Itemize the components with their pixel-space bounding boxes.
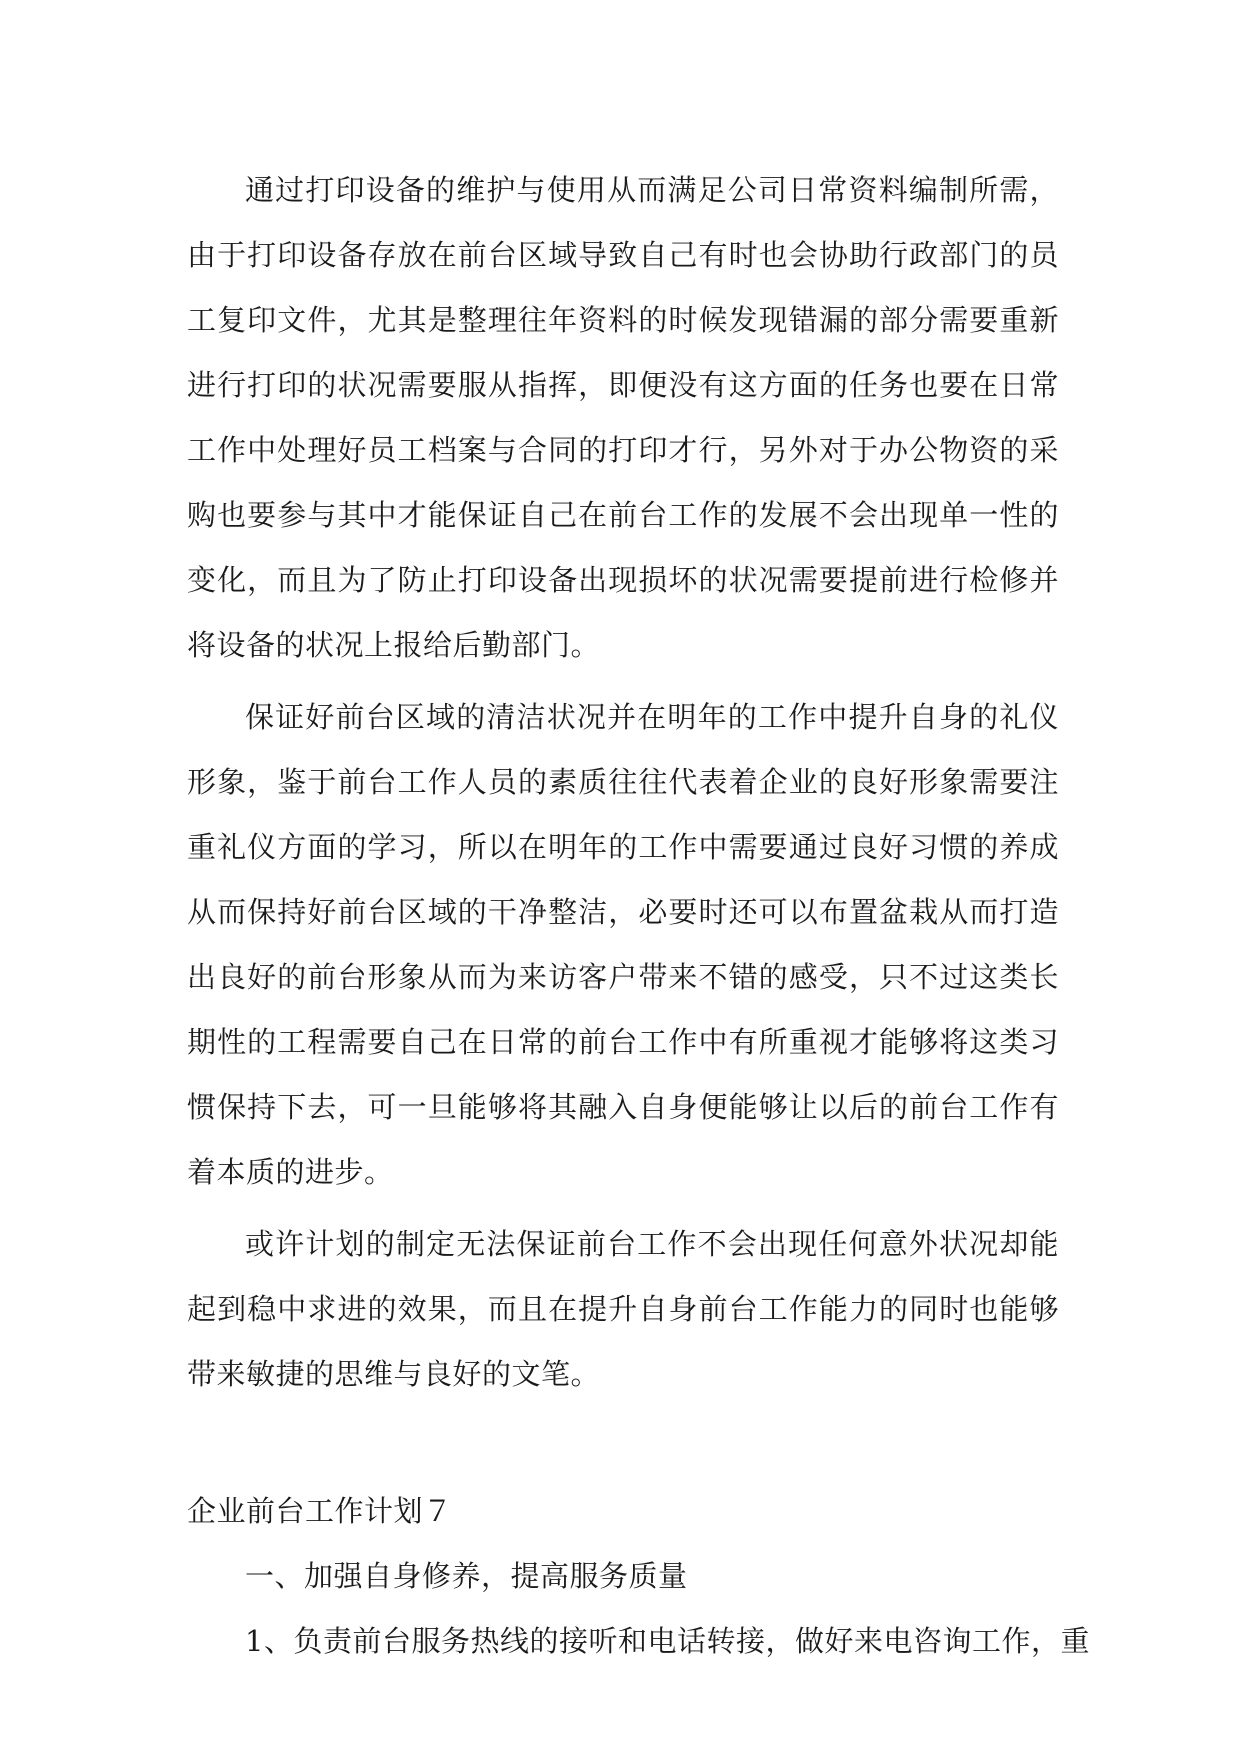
section-title: 企业前台工作计划７ bbox=[187, 1494, 453, 1528]
list-item-hotline: 1、负责前台服务热线的接听和电话转接，做好来电咨询工作，重 bbox=[245, 1624, 1090, 1658]
paragraph-plan-conclusion: 或许计划的制定无法保证前台工作不会出现任何意外状况却能起到稳中求进的效果，而且在提升自身前台工作能力的同时也能够带来敏捷的思维与良好的文笔。 bbox=[187, 1227, 1059, 1391]
subheading-self-cultivation: 一、加强自身修养，提高服务质量 bbox=[245, 1559, 688, 1593]
paragraph-front-desk-cleanliness: 保证好前台区域的清洁状况并在明年的工作中提升自身的礼仪形象，鉴于前台工作人员的素质往往代表着企业的良好形象需要注重礼仪方面的学习，所以在明年的工作中需要通过良好习惯的养成从而保持好前台区域的干净整洁，必要时还可以布置盆栽从而打造出良好的前台形象从而为来访客户带来不错的感受，只不过这类长期性的工程需要自己在日常的前台工作中有所重视才能够将这类习惯保持下去，可一旦能够将其融入自身便能够让以后的前台工作有着本质的进步。 bbox=[187, 700, 1059, 1189]
section-spacer bbox=[187, 1407, 1059, 1479]
document-page bbox=[187, 158, 1090, 1674]
paragraph-printer-maintenance: 通过打印设备的维护与使用从而满足公司日常资料编制所需，由于打印设备存放在前台区域导致自己有时也会协助行政部门的员工复印文件，尤其是整理往年资料的时候发现错漏的部分需要重新进行打印的状况需要服从指挥，即便没有这方面的任务也要在日常工作中处理好员工档案与合同的打印才行，另外对于办公物资的采购也要参与其中才能保证自己在前台工作的发展不会出现单一性的变化，而且为了防止打印设备出现损坏的状况需要提前进行检修并将设备的状况上报给后勤部门。 bbox=[187, 173, 1059, 662]
